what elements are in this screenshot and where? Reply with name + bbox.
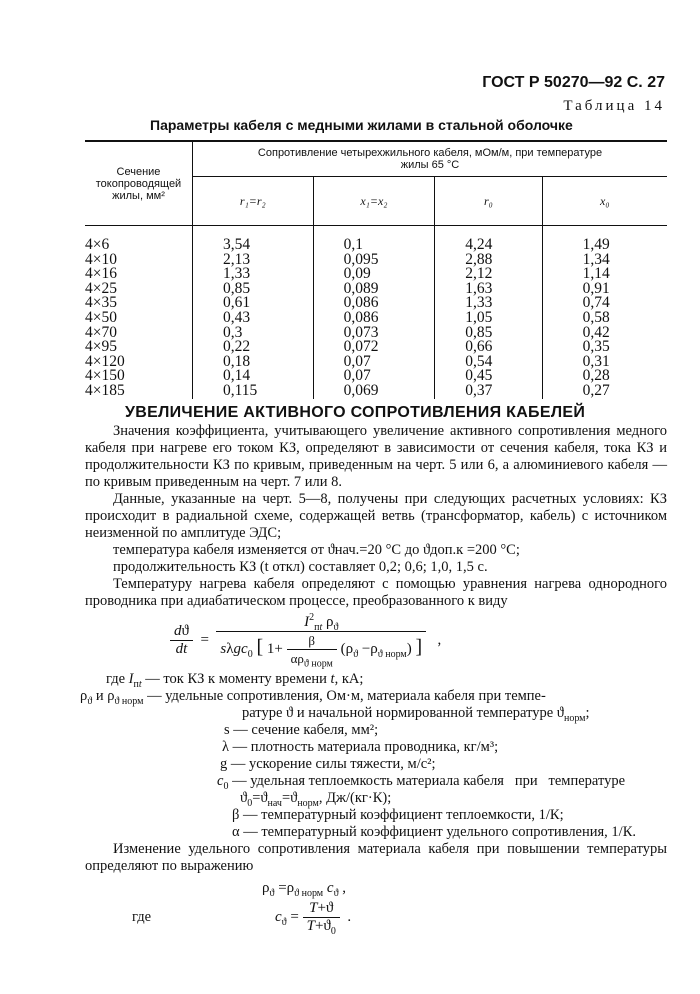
cell-value: 1,14: [542, 267, 667, 282]
page-body: [80, 140, 667, 937]
table-label: Таблица 14: [563, 98, 665, 114]
cell-value: 0,069: [313, 384, 435, 399]
cell-value: 0,74: [542, 296, 667, 311]
cell-section: 4×120: [85, 352, 125, 370]
cell-value: 0,1: [313, 226, 435, 253]
section-title: УВЕЛИЧЕНИЕ АКТИВНОГО СОПРОТИВЛЕНИЯ КАБЕЛЕЙ: [125, 403, 586, 421]
cell-value: 0,91: [542, 282, 667, 297]
cell-value: 0,086: [313, 311, 435, 326]
cell-value: 0,086: [313, 296, 435, 311]
cell-value: 0,66: [435, 340, 542, 355]
cell-value: 1,34: [542, 253, 667, 268]
cell-value: 2,12: [435, 267, 542, 282]
cell-value: 1,33: [435, 296, 542, 311]
definition-I: где $I_{пt}$ — ток КЗ к моменту времени t, кА;: [106, 670, 364, 690]
cell-value: 0,85: [193, 282, 314, 297]
cell-section: 4×95: [85, 338, 117, 356]
definition-g: g — ускорение силы тяжести, м/с²;: [220, 755, 436, 772]
column-header-x0: x₀: [542, 177, 667, 226]
definition-alpha: α — температурный коэффициент удельного сопротивления, 1/К.: [232, 823, 637, 840]
cell-value: 0,43: [193, 311, 314, 326]
cell-value: 0,85: [435, 326, 542, 341]
resistivity-equation: $\rho_ϑ =\rho_{ϑ норм}$ $c_ϑ$ ,: [262, 879, 347, 899]
cell-value: 2,88: [435, 253, 542, 268]
cell-value: 0,095: [313, 253, 435, 268]
cell-value: 0,28: [542, 369, 667, 384]
cell-section: 4×6: [85, 236, 110, 253]
cell-value: 4,24: [435, 226, 542, 253]
paragraph-6: Изменение удельного сопротивления материала кабеля при повышении температуры определяют по выражению: [85, 840, 667, 874]
definition-lambda: λ — плотность материала проводника, кг/м³;: [222, 738, 499, 755]
cell-value: 1,05: [435, 311, 542, 326]
paragraph-3: температура кабеля изменяется от ϑнач.=20 °С до ϑдоп.к =200 °С;: [113, 541, 520, 558]
table-row: [85, 253, 667, 268]
cell-value: 0,35: [542, 340, 667, 355]
definition-beta: β — температурный коэффициент теплоемкости, 1/К;: [232, 806, 564, 823]
cell-value: 0,073: [313, 326, 435, 341]
where-label: где: [132, 908, 152, 925]
paragraph-4: продолжительность КЗ (t откл) составляет 0,2; 0,6; 1,0, 1,5 с.: [113, 558, 488, 575]
cell-value: 0,22: [193, 340, 314, 355]
paragraph-2: Данные, указанные на черт. 5—8, получены при следующих расчетных условиях: КЗ происходит в радиальной схеме, содержащей ветвь (трансформатор, кабель) с источником неизменной по амплитуде ЭДС;: [85, 490, 667, 541]
cell-value: 2,13: [193, 253, 314, 268]
cell-section: 4×50: [85, 308, 117, 326]
cell-section: 4×70: [85, 323, 117, 341]
column-header-r1: r₁=r₂: [193, 177, 314, 226]
cell-section: 4×16: [85, 265, 117, 283]
cell-value: 0,27: [542, 384, 667, 399]
cell-value: 0,072: [313, 340, 435, 355]
cell-value: 3,54: [193, 226, 314, 253]
cell-value: 0,58: [542, 311, 667, 326]
column-group-header: Сопротивление четырехжильного кабеля, мОм/м, при температуре жилы 65 °С: [193, 141, 668, 177]
column-header-x1: x₁=x₂: [313, 177, 435, 226]
definition-rho-cont: ратуре ϑ и начальной нормированной температуре $ϑ_{норм}$;: [242, 704, 590, 724]
definition-s: s — сечение кабеля, мм²;: [224, 721, 379, 738]
cell-section: 4×25: [85, 279, 117, 297]
cell-section: 4×35: [85, 294, 117, 312]
table-row: [85, 226, 667, 253]
table-row: [85, 384, 667, 399]
coefficient-row: [85, 900, 667, 935]
table-row: [85, 355, 667, 370]
table-row: [85, 340, 667, 355]
cell-value: 0,115: [193, 384, 314, 399]
coefficient-equation: $c_ϑ$ = $\frac{T+ϑ}{T+ϑ_0}$ .: [275, 899, 352, 937]
cell-section: 4×10: [85, 250, 117, 268]
cable-parameters-table: [85, 140, 667, 399]
column-header-r0: r₀: [435, 177, 542, 226]
cell-value: 0,09: [313, 267, 435, 282]
cell-value: 0,61: [193, 296, 314, 311]
cell-value: 0,42: [542, 326, 667, 341]
definition-rho: $\rho_ϑ$ и $\rho_{ϑ норм}$ — удельные сопротивления, Ом·м, материала кабеля при темпе-: [80, 687, 546, 707]
cell-value: 0,07: [313, 369, 435, 384]
cell-value: 0,3: [193, 326, 314, 341]
cell-section: 4×150: [85, 367, 125, 385]
table-title: Параметры кабеля с медными жилами в стальной оболочке: [150, 117, 573, 133]
cell-value: 0,54: [435, 355, 542, 370]
cell-value: 0,14: [193, 369, 314, 384]
paragraph-5: Температуру нагрева кабеля определяют с помощью уравнения нагрева однородного проводника при адиабатическом процессе, преобразованного к виду: [85, 575, 667, 609]
definition-c0: $c_0$ — удельная теплоемкость материала кабеля при температуре: [217, 772, 626, 792]
cell-value: 0,07: [313, 355, 435, 370]
cell-section: 4×185: [85, 381, 125, 399]
heating-equation: $\frac{dϑ}{dt}$ = $I^2_{пt}$ $\rho_ϑ$ sλgc$_0$ [ 1+ $\frac{\beta}{\alpha\rho_{ϑ норм}}$ $(\rho_ϑ -\rho_{ϑ норм})$ ] ,: [170, 614, 667, 667]
cell-value: 0,31: [542, 355, 667, 370]
cell-value: 1,33: [193, 267, 314, 282]
cell-value: 0,18: [193, 355, 314, 370]
column-header-section: Сечение токопроводящей жилы, мм²: [85, 141, 193, 226]
cell-value: 1,49: [542, 226, 667, 253]
cell-value: 1,63: [435, 282, 542, 297]
cell-value: 0,089: [313, 282, 435, 297]
cell-value: 0,45: [435, 369, 542, 384]
page-header: ГОСТ Р 50270—92 С. 27: [482, 74, 665, 91]
cell-value: 0,37: [435, 384, 542, 399]
definition-c0-cont: $ϑ_0=ϑ_{нач}=ϑ_{норм}$, Дж/(кг·К);: [240, 789, 392, 809]
paragraph-1: Значения коэффициента, учитывающего увеличение активного сопротивления медного кабеля при нагреве его током КЗ, определяют в зависимости от сечения кабеля, тока КЗ и продолжительности КЗ по кривым, приведенным на черт. 5 или 6, а алюминиевого кабеля — по кривым приведенным на черт. 7 или 8.: [85, 422, 667, 490]
